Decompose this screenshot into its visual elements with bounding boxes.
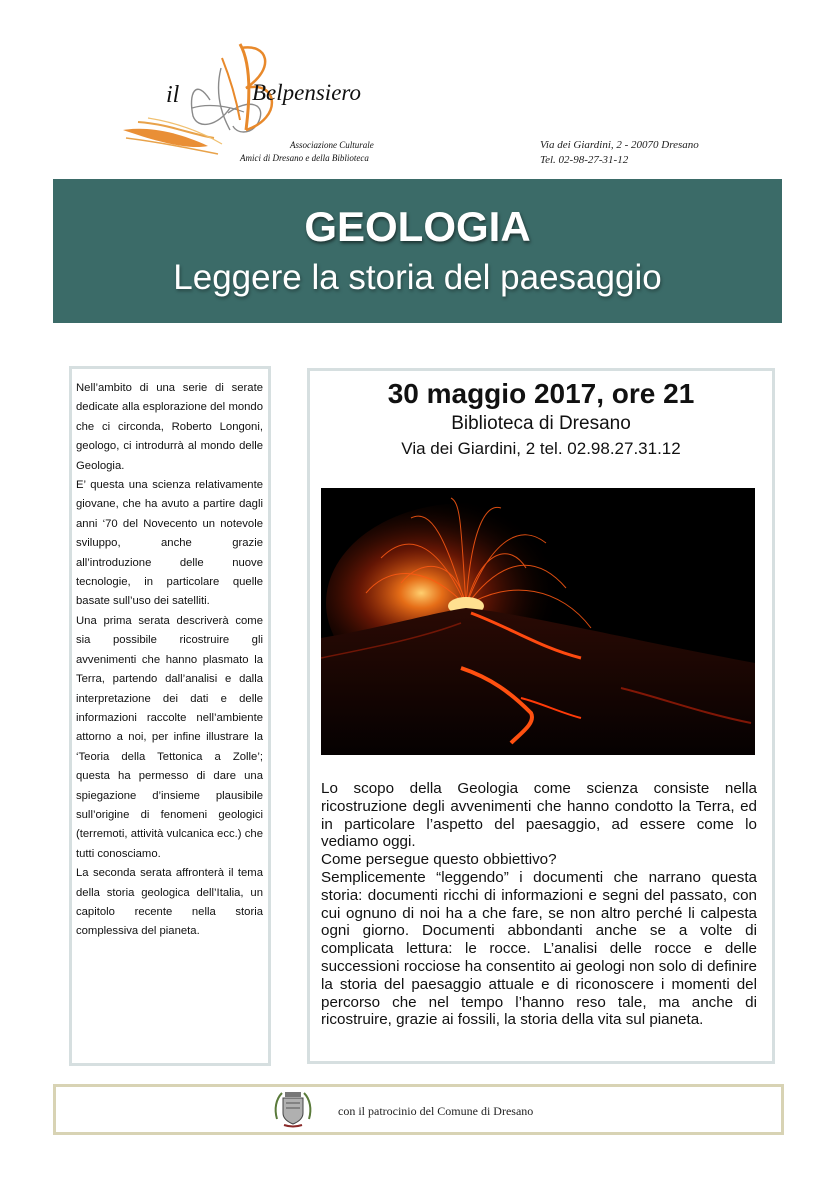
footer-sponsor-text: con il patrocinio del Comune di Dresano — [338, 1104, 534, 1118]
logo-prefix: il — [166, 82, 180, 108]
event-venue: Biblioteca di Dresano — [451, 413, 631, 434]
left-paragraph: Una prima serata descriverà come sia possibile ricostruire gli avvenimenti che hanno plasmato la Terra, partendo dall’analisi e dalla interpretazione dei dati e delle informazioni raccolte nell’ambiente attorno a noi, per infine illustrare la ‘Teoria della Tettonica a Zolle’; questa ha permesso di dare una spiegazione d’insieme plausibile sull’origine di fenomeni geologici (terremoti, attività vulcanica ecc.) che tutti conosciamo. — [76, 614, 263, 860]
logo-subtitle-2: Amici di Dresano e della Biblioteca — [240, 153, 369, 163]
logo-subtitle-1: Associazione Culturale — [290, 140, 374, 150]
volcano-eruption-image — [321, 488, 755, 755]
right-paragraph: Lo scopo della Geologia come scienza consiste nella ricostruzione degli avvenimenti che hanno condotto la Terra, ed in particolare l’aspetto del paesaggio, ad essere come lo vediamo oggi. — [321, 780, 757, 851]
title-banner — [53, 179, 782, 323]
event-address: Via dei Giardini, 2 tel. 02.98.27.31.12 — [401, 439, 681, 458]
left-paragraph: Nell’ambito di una serie di serate dedicate alla esplorazione del mondo che ci circonda, Roberto Longoni, geologo, ci introdurrà al mondo delle Geologia. — [76, 382, 263, 472]
right-paragraph: Come persegue questo obbiettivo? — [321, 851, 557, 869]
municipal-crest-icon — [272, 1089, 314, 1129]
page-subtitle: Leggere la storia del paesaggio — [173, 258, 662, 297]
contact-address: Via dei Giardini, 2 - 20070 Dresano — [540, 139, 699, 151]
right-paragraph: Semplicemente “leggendo” i documenti che narrano questa storia: documenti ricchi di informazioni e segni del passato, con cui ognuno di noi ha a che fare, se non altro perché li calpesta ogni giorno. Documenti abbondanti anche se a volte di complicata lettura: le rocce. L’analisi delle rocce e delle successioni rocciose ha consentito ai geologi non solo di definire la storia del paesaggio attuale e di riconoscere i momenti del percorso che nel tempo l’hanno reso tale, ma anche di ricostruire, grazie ai fossili, la storia della vita sul pianeta. — [321, 868, 757, 1029]
left-paragraph: E’ questa una scienza relativamente giovane, che ha avuto a partire dagli anni ‘70 del Novecento un notevole sviluppo, anche grazie all’introduzione delle nuove tecnologie, in particolare quelle basate sull’uso dei satelliti. — [76, 479, 263, 608]
right-column-text — [321, 780, 757, 1029]
event-date: 30 maggio 2017, ore 21 — [387, 378, 695, 409]
left-column-text — [76, 379, 263, 942]
logo-name: Belpensiero — [252, 80, 362, 105]
contact-phone: Tel. 02-98-27-31-12 — [540, 154, 629, 166]
left-paragraph: La seconda serata affronterà il tema della storia geologica dell’Italia, un capitolo recente nella storia complessiva del pianeta. — [76, 867, 263, 938]
page-title: GEOLOGIA — [304, 203, 531, 250]
